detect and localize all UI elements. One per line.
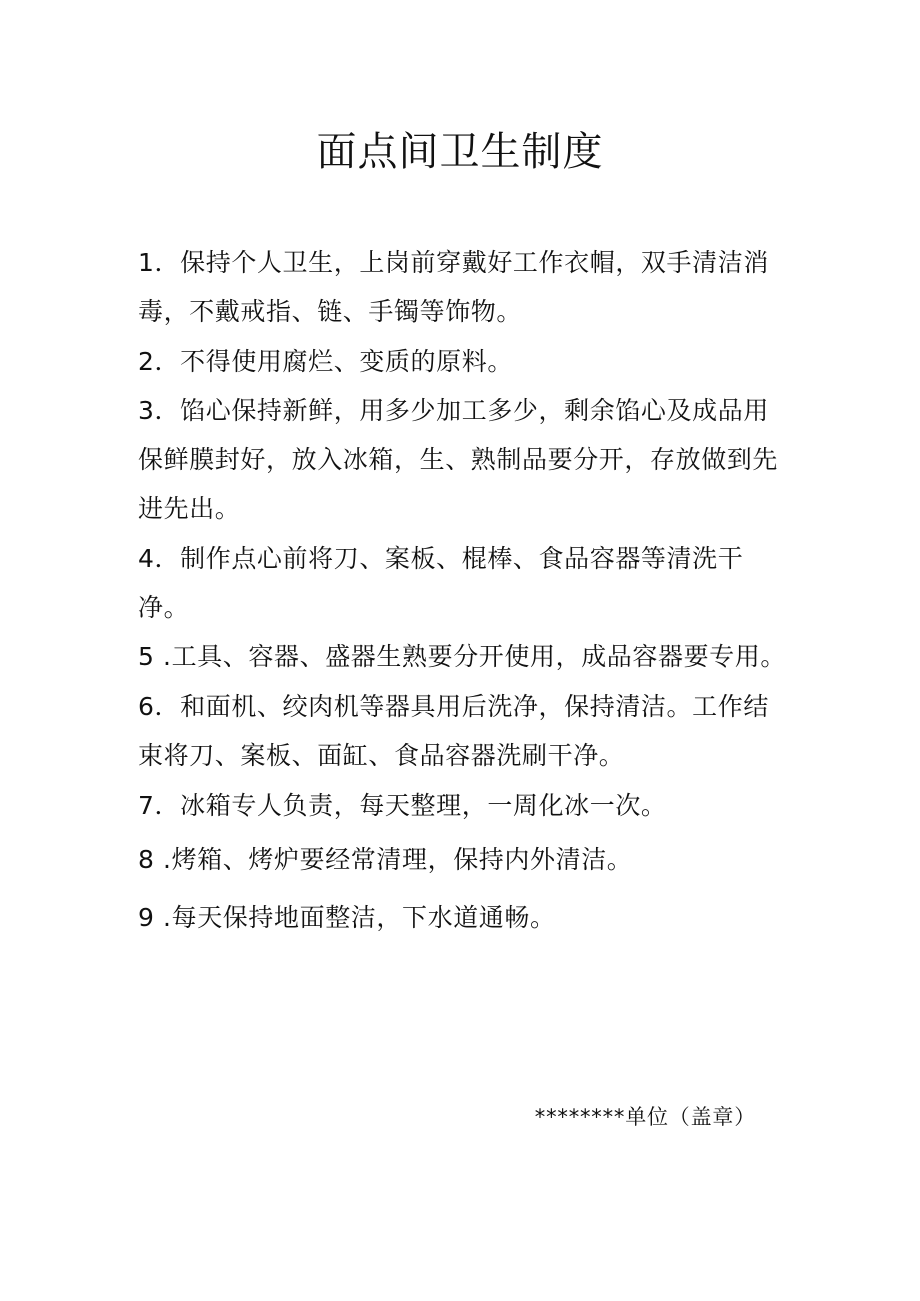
rule-item — [138, 534, 788, 632]
document-title: 面点间卫生制度 — [316, 129, 604, 175]
rule-item — [138, 893, 788, 942]
rule-text: 冰箱专人负责，每天整理，一周化冰一次。 — [180, 790, 667, 820]
rule-number: 1 — [138, 248, 155, 277]
signature-line: ********单位（盖章） — [534, 1105, 756, 1129]
rule-number: 2 — [138, 346, 155, 376]
rule-item — [138, 632, 788, 681]
rules-list — [138, 238, 788, 942]
rule-separator: . — [154, 902, 172, 932]
rule-text: 不得使用腐烂、变质的原料。 — [180, 346, 513, 376]
rule-text: 和面机、绞肉机等器具用后洗净，保持清洁。工作结束将刀、案板、面缸、食品容器洗刷干净。 — [138, 691, 769, 770]
rule-number: 6 — [138, 691, 155, 721]
rule-separator: ． — [154, 248, 181, 277]
rule-number: 9 — [138, 902, 155, 932]
rule-item — [138, 835, 788, 884]
rule-text: 馅心保持新鲜，用多少加工多少，剩余馅心及成品用保鲜膜封好，放入冰箱，生、熟制品要分开，存放做到先进先出。 — [138, 396, 779, 524]
rule-separator: ． — [154, 691, 181, 721]
rule-text: 工具、容器、盛器生熟要分开使用，成品容器要专用。 — [171, 642, 787, 672]
rule-item — [138, 386, 788, 533]
rule-item — [138, 781, 788, 830]
rule-item — [138, 238, 788, 336]
rule-text: 制作点心前将刀、案板、棍棒、食品容器等清洗干净。 — [138, 543, 744, 622]
rule-text: 烤箱、烤炉要经常清理，保持内外清洁。 — [171, 844, 633, 874]
rule-number: 7 — [138, 790, 155, 820]
rule-number: 5 — [138, 642, 155, 672]
rule-text: 每天保持地面整洁，下水道通畅。 — [171, 902, 556, 932]
rule-number: 8 — [138, 844, 155, 874]
rule-separator: ． — [154, 396, 181, 426]
rule-item — [138, 682, 788, 780]
rule-separator: ． — [154, 790, 181, 820]
rule-number: 4 — [138, 543, 155, 573]
rule-text: 保持个人卫生，上岗前穿戴好工作衣帽，双手清洁消毒，不戴戒指、链、手镯等饰物。 — [138, 248, 769, 326]
rule-separator: . — [154, 844, 172, 874]
rule-separator: ． — [154, 543, 181, 573]
rule-item — [138, 337, 788, 386]
rule-number: 3 — [138, 396, 155, 426]
rule-separator: . — [154, 642, 172, 672]
rule-separator: ． — [154, 346, 181, 376]
